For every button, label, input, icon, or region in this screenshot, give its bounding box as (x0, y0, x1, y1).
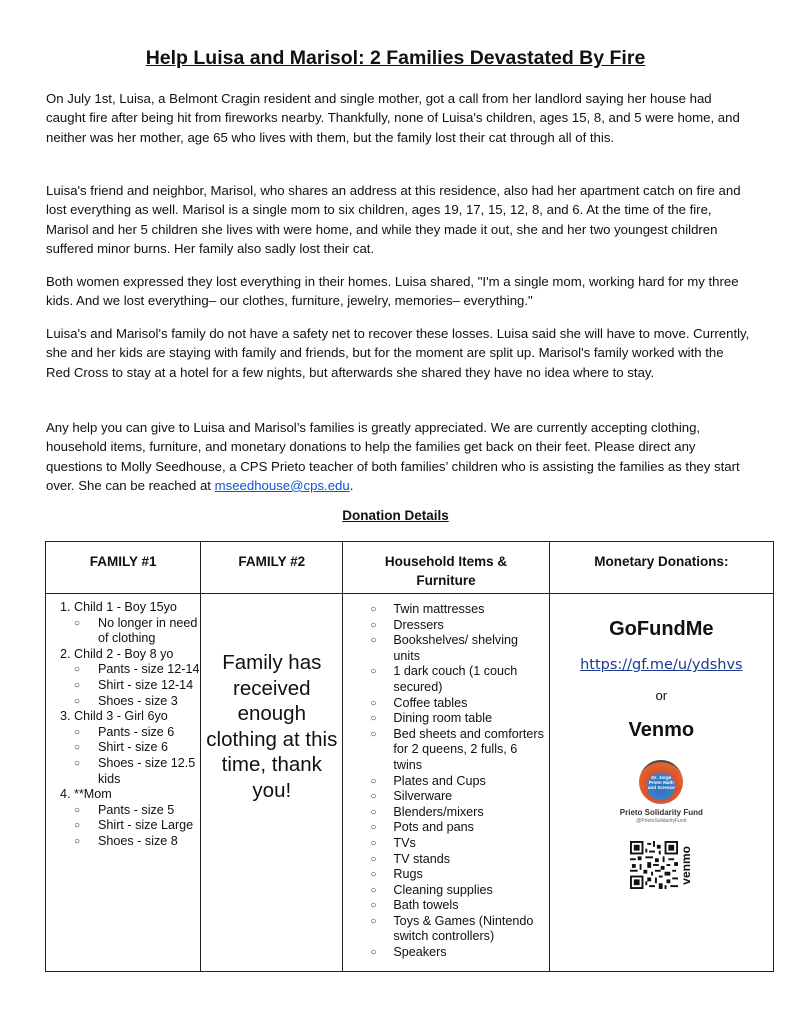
list-item: ○ Shoes - size 12.5 kids (98, 756, 200, 787)
page-title: Help Luisa and Marisol: 2 Families Devastated By Fire (145, 47, 646, 69)
fund-handle: @PrietoSolidarityFund (636, 818, 687, 824)
family-1-cell (46, 594, 201, 972)
sub-list (74, 803, 200, 850)
header-household: Household Items & Furniture (343, 542, 549, 594)
mom-label: **Mom (74, 787, 112, 802)
sub-list (74, 725, 200, 787)
list-item: ○ TVs (393, 836, 544, 852)
list-item: ○ Shoes - size 8 (98, 834, 200, 850)
header-family-1: FAMILY #1 (46, 542, 201, 594)
donation-table (45, 541, 774, 972)
list-item: ○ Blenders/mixers (393, 805, 544, 821)
paragraph-5 (46, 418, 750, 495)
paragraph-3: Both women expressed they lost everything in their homes. Luisa shared, "I'm a single mom, working hard for my three kids. And we lost everything– our clothes, furniture, jewelry, memories– everything." (46, 274, 739, 309)
family-1-list (46, 594, 200, 850)
household-cell (343, 594, 549, 972)
list-item: ○ Plates and Cups (393, 774, 544, 790)
list-item: ○ Speakers (393, 945, 544, 961)
list-item: ○ Bookshelves/ shelving units (393, 633, 544, 664)
list-item (74, 787, 200, 849)
fund-name: Prieto Solidarity Fund (619, 808, 703, 817)
sub-list (74, 662, 200, 709)
list-item: ○ Pants - size 6 (98, 725, 200, 741)
list-item: ○ No longer in need of clothing (98, 616, 200, 647)
or-text: or (655, 688, 668, 703)
paragraph-1: On July 1st, Luisa, a Belmont Cragin resident and single mother, got a call from her landlord saying her house had caught fire after being hit from fireworks nearby. Thankfully, none of Luisa's children, ages 15, 8, and 5 were home, and neither was her mother, age 65 who lives with them, but the family lost their cat through all of this. (46, 91, 740, 145)
list-item: ○ Coffee tables (393, 696, 544, 712)
list-item: ○ Shirt - size Large (98, 818, 200, 834)
prieto-logo (639, 760, 683, 804)
list-item: ○ 1 dark couch (1 couch secured) (393, 664, 544, 695)
email-link[interactable]: mseedhouse@cps.edu (214, 477, 350, 493)
venmo-qr-block (550, 841, 773, 889)
family-2-cell (201, 594, 343, 972)
monetary-cell (549, 594, 773, 972)
list-item: ○ TV stands (393, 852, 544, 868)
list-item: ○ Pants - size 5 (98, 803, 200, 819)
child-label: Child 3 - Girl 6yo (74, 709, 168, 724)
venmo-label: Venmo (628, 719, 695, 741)
gofundme-link[interactable]: https://gf.me/u/ydshvs (580, 657, 743, 673)
list-item: ○ Shirt - size 12-14 (98, 678, 200, 694)
list-item (74, 647, 200, 709)
header-family-2: FAMILY #2 (201, 542, 343, 594)
child-label: Child 1 - Boy 15yo (74, 600, 177, 614)
family-2-message: Family has received enough clothing at this time, thank you! (206, 651, 338, 802)
paragraph-4: Luisa's and Marisol's family do not have a safety net to recover these losses. Luisa said she will have to move. Currently, she and her kids are staying with family and friends, but for the moment are split up. Marisol's family worked with the Red Cross to stay at a hotel for a few nights, but afterwards she shared they have no idea where to stay. (46, 326, 750, 380)
list-item: ○ Toys & Games (Nintendo switch controllers) (393, 914, 544, 945)
paragraph-2: Luisa's friend and neighbor, Marisol, who shares an address at this residence, also had her apartment catch on fire and lost everything as well. Marisol is a single mom to six children, ages 19, 17, 15, 12, 8, and 6. At the time of the fire, Marisol and her 5 children she lives with were home, and while they made it out, she and her two youngest children suffered minor burns. Her family also sadly lost their cat. (46, 183, 741, 256)
paragraph-5-end: . (349, 477, 354, 493)
list-item: ○ Dressers (393, 618, 544, 634)
household-list (343, 594, 548, 961)
list-item (74, 600, 200, 647)
list-item: ○ Pots and pans (393, 820, 544, 836)
list-item: ○ Bath towels (393, 898, 544, 914)
table-header-row (46, 542, 774, 594)
sub-list (74, 616, 200, 647)
list-item: ○ Bed sheets and comforters for 2 queens, 2 fulls, 6 twins (393, 727, 544, 774)
list-item: ○ Rugs (393, 867, 544, 883)
qr-code-icon[interactable] (630, 841, 678, 889)
list-item: ○ Shirt - size 6 (98, 740, 200, 756)
list-item: ○ Dining room table (393, 711, 544, 727)
list-item: ○ Pants - size 12-14 (98, 662, 200, 678)
gofundme-label: GoFundMe (609, 618, 714, 640)
paragraph-5-text: Any help you can give to Luisa and Marisol’s families is greatly appreciated. We are currently accepting clothing, household items, furniture, and monetary donations to help the families get back on their feet. Please direct any questions to Molly Seedhouse, a CPS Prieto teacher of both families’ children who is assisting the families as they start over. She can be reached at (46, 420, 740, 493)
venmo-wordmark: venmo (679, 845, 694, 885)
donation-details-title: Donation Details (342, 508, 449, 523)
child-label: Child 2 - Boy 8 yo (74, 646, 174, 661)
list-item (74, 709, 200, 787)
list-item: ○ Silverware (393, 789, 544, 805)
header-monetary: Monetary Donations: (549, 542, 773, 594)
list-item: ○ Shoes - size 3 (98, 694, 200, 710)
list-item: ○ Twin mattresses (393, 602, 544, 618)
table-body-row (46, 594, 774, 972)
list-item: ○ Cleaning supplies (393, 883, 544, 899)
logo-text: Dr. Jorge Prieto Math and Science (647, 774, 675, 790)
